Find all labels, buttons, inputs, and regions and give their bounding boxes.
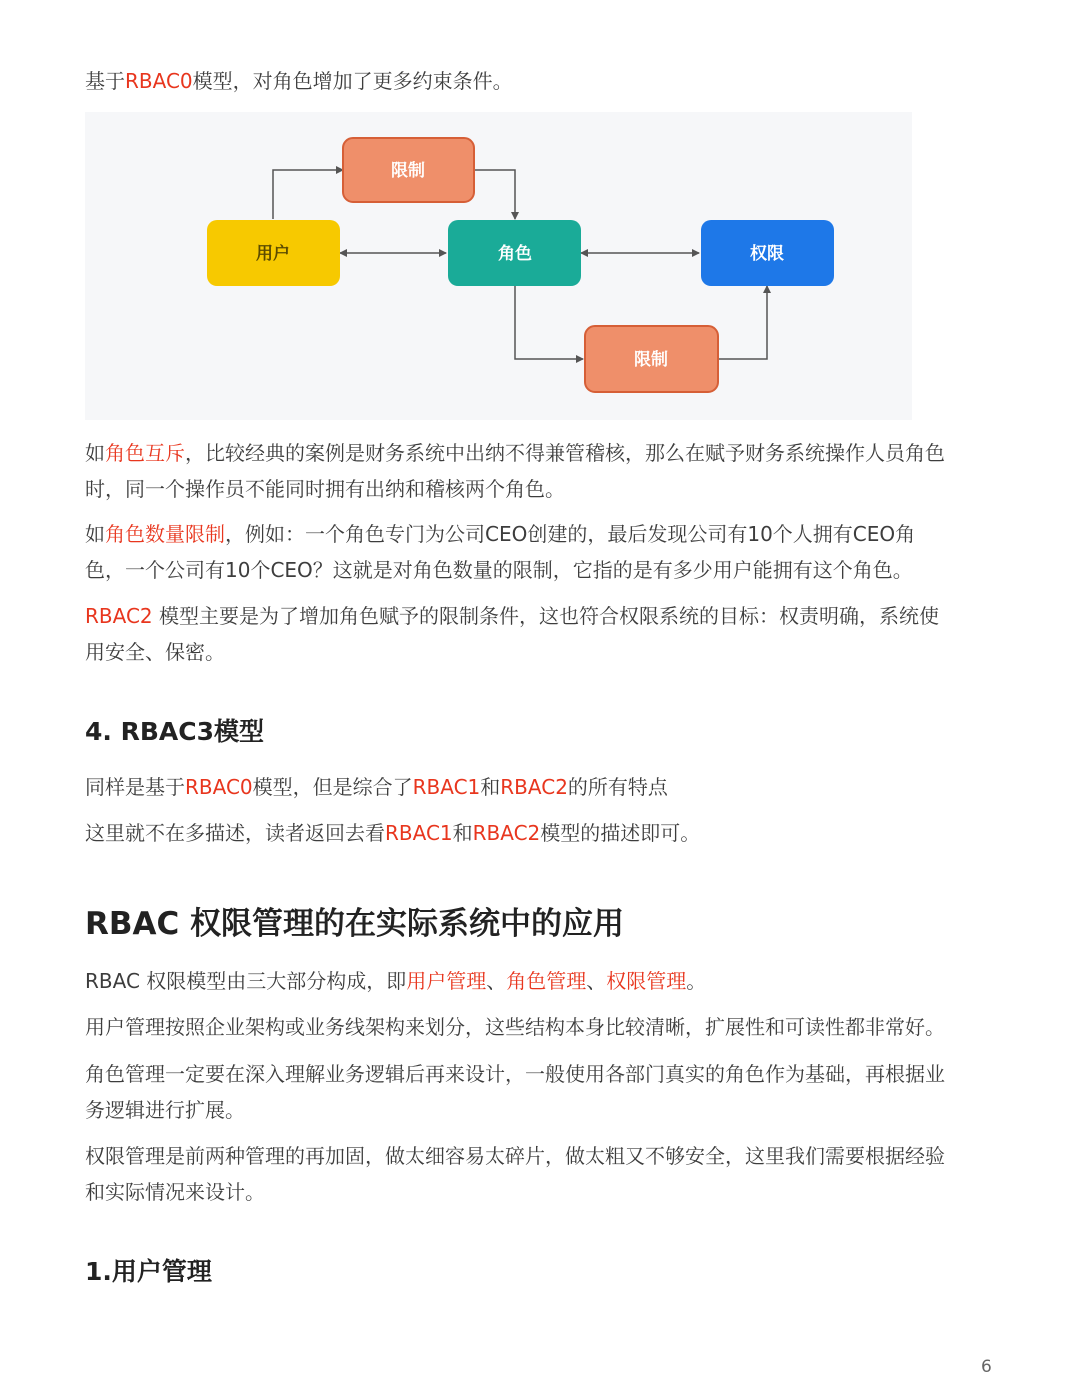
rbac3-paragraph-1	[85, 769, 997, 805]
para2-line2: 色，一个公司有10个CEO？这就是对角色数量的限制，它指的是有多少用户能拥有这个角色。	[85, 558, 913, 582]
role-management-highlight: 角色管理	[506, 969, 587, 993]
arrow-limit-to-permission	[718, 286, 767, 359]
rbac2-highlight-2: RBAC2	[500, 775, 568, 799]
app-paragraph-1	[85, 963, 997, 999]
para1-pre: 如	[85, 441, 105, 465]
rbac3-p1-a: 同样是基于	[85, 775, 185, 799]
app-paragraph-3	[85, 1056, 997, 1128]
role-mutex-highlight: 角色互斥	[105, 441, 185, 465]
app-p1-c: 、	[486, 969, 507, 993]
intro-paragraph	[85, 63, 997, 99]
app-p3-line1: 角色管理一定要在深入理解业务逻辑后再来设计，一般使用各部门真实的角色作为基础，再根据业	[85, 1062, 945, 1086]
rbac3-p1-g: 的所有特点	[567, 775, 668, 799]
rbac3-p1-e: 和	[480, 775, 501, 799]
user-label: 用户	[256, 244, 290, 264]
rbac1-highlight: RBAC1	[412, 775, 481, 799]
role-mutex-paragraph	[85, 435, 997, 507]
rbac3-paragraph-2	[85, 815, 997, 851]
limit-top-node	[343, 138, 474, 202]
para3-line1: 模型主要是为了增加角色赋予的限制条件，这也符合权限系统的目标：权责明确，系统使	[152, 604, 939, 628]
user-management-heading: 1.用户管理	[85, 1257, 212, 1286]
limit-bottom-label: 限制	[634, 350, 668, 370]
intro-text-rest: 模型，对角色增加了更多约束条件。	[192, 69, 513, 93]
rbac2-paragraph	[85, 598, 997, 670]
intro-text: 基于	[85, 69, 125, 93]
permission-node	[701, 220, 834, 286]
app-p1-g: 。	[686, 969, 707, 993]
app-p1-a: RBAC 权限模型由三大部分构成，即	[85, 969, 407, 993]
para1-line2: 时，同一个操作员不能同时拥有出纳和稽核两个角色。	[85, 477, 565, 501]
role-count-paragraph	[85, 516, 997, 588]
role-count-highlight: 角色数量限制	[105, 522, 225, 546]
permission-label: 权限	[750, 244, 784, 264]
app-p4-line1: 权限管理是前两种管理的再加固，做太细容易太碎片，做太粗又不够安全，这里我们需要根据经验	[85, 1144, 945, 1168]
rbac2-highlight-3: RBAC2	[472, 821, 541, 845]
para1-line1: ，比较经典的案例是财务系统中出纳不得兼管稽核，那么在赋予财务系统操作人员角色	[185, 441, 945, 465]
permission-management-highlight: 权限管理	[606, 969, 687, 993]
role-node	[448, 220, 581, 286]
rbac0-highlight: RBAC0	[125, 69, 193, 93]
rbac0-highlight-2: RBAC0	[185, 775, 253, 799]
rbac3-p1-c: 模型，但是综合了	[252, 775, 413, 799]
para2-pre: 如	[85, 522, 105, 546]
rbac2-highlight: RBAC2	[85, 604, 153, 628]
application-heading: RBAC 权限管理的在实际系统中的应用	[85, 906, 625, 942]
para3-line2: 用安全、保密。	[85, 640, 225, 664]
app-paragraph-2: 用户管理按照企业架构或业务线架构来划分，这些结构本身比较清晰，扩展性和可读性都非常好。	[85, 1015, 945, 1039]
rbac1-highlight-2: RBAC1	[385, 821, 453, 845]
role-label: 角色	[498, 244, 532, 264]
arrow-role-to-limit	[515, 286, 583, 359]
para2-line1: ，例如：一个角色专门为公司CEO创建的，最后发现公司有10个人拥有CEO角	[225, 522, 916, 546]
rbac3-heading: 4. RBAC3模型	[85, 717, 264, 746]
rbac3-p2-c: 和	[452, 821, 473, 845]
rbac3-p2-a: 这里就不在多描述，读者返回去看	[85, 821, 385, 845]
page-number: 6	[981, 1357, 992, 1377]
app-p3-line2: 务逻辑进行扩展。	[85, 1098, 245, 1122]
arrow-limit-to-role	[474, 170, 515, 219]
rbac3-p2-e: 模型的描述即可。	[540, 821, 701, 845]
app-p1-e: 、	[586, 969, 607, 993]
app-paragraph-4	[85, 1138, 997, 1210]
diagram-svg	[85, 112, 912, 420]
rbac2-diagram	[85, 112, 912, 420]
limit-bottom-node	[585, 326, 718, 392]
arrow-user-to-limit	[273, 170, 343, 219]
user-management-highlight: 用户管理	[406, 969, 487, 993]
user-node	[207, 220, 340, 286]
app-p4-line2: 和实际情况来设计。	[85, 1180, 265, 1204]
limit-top-label: 限制	[391, 161, 425, 181]
